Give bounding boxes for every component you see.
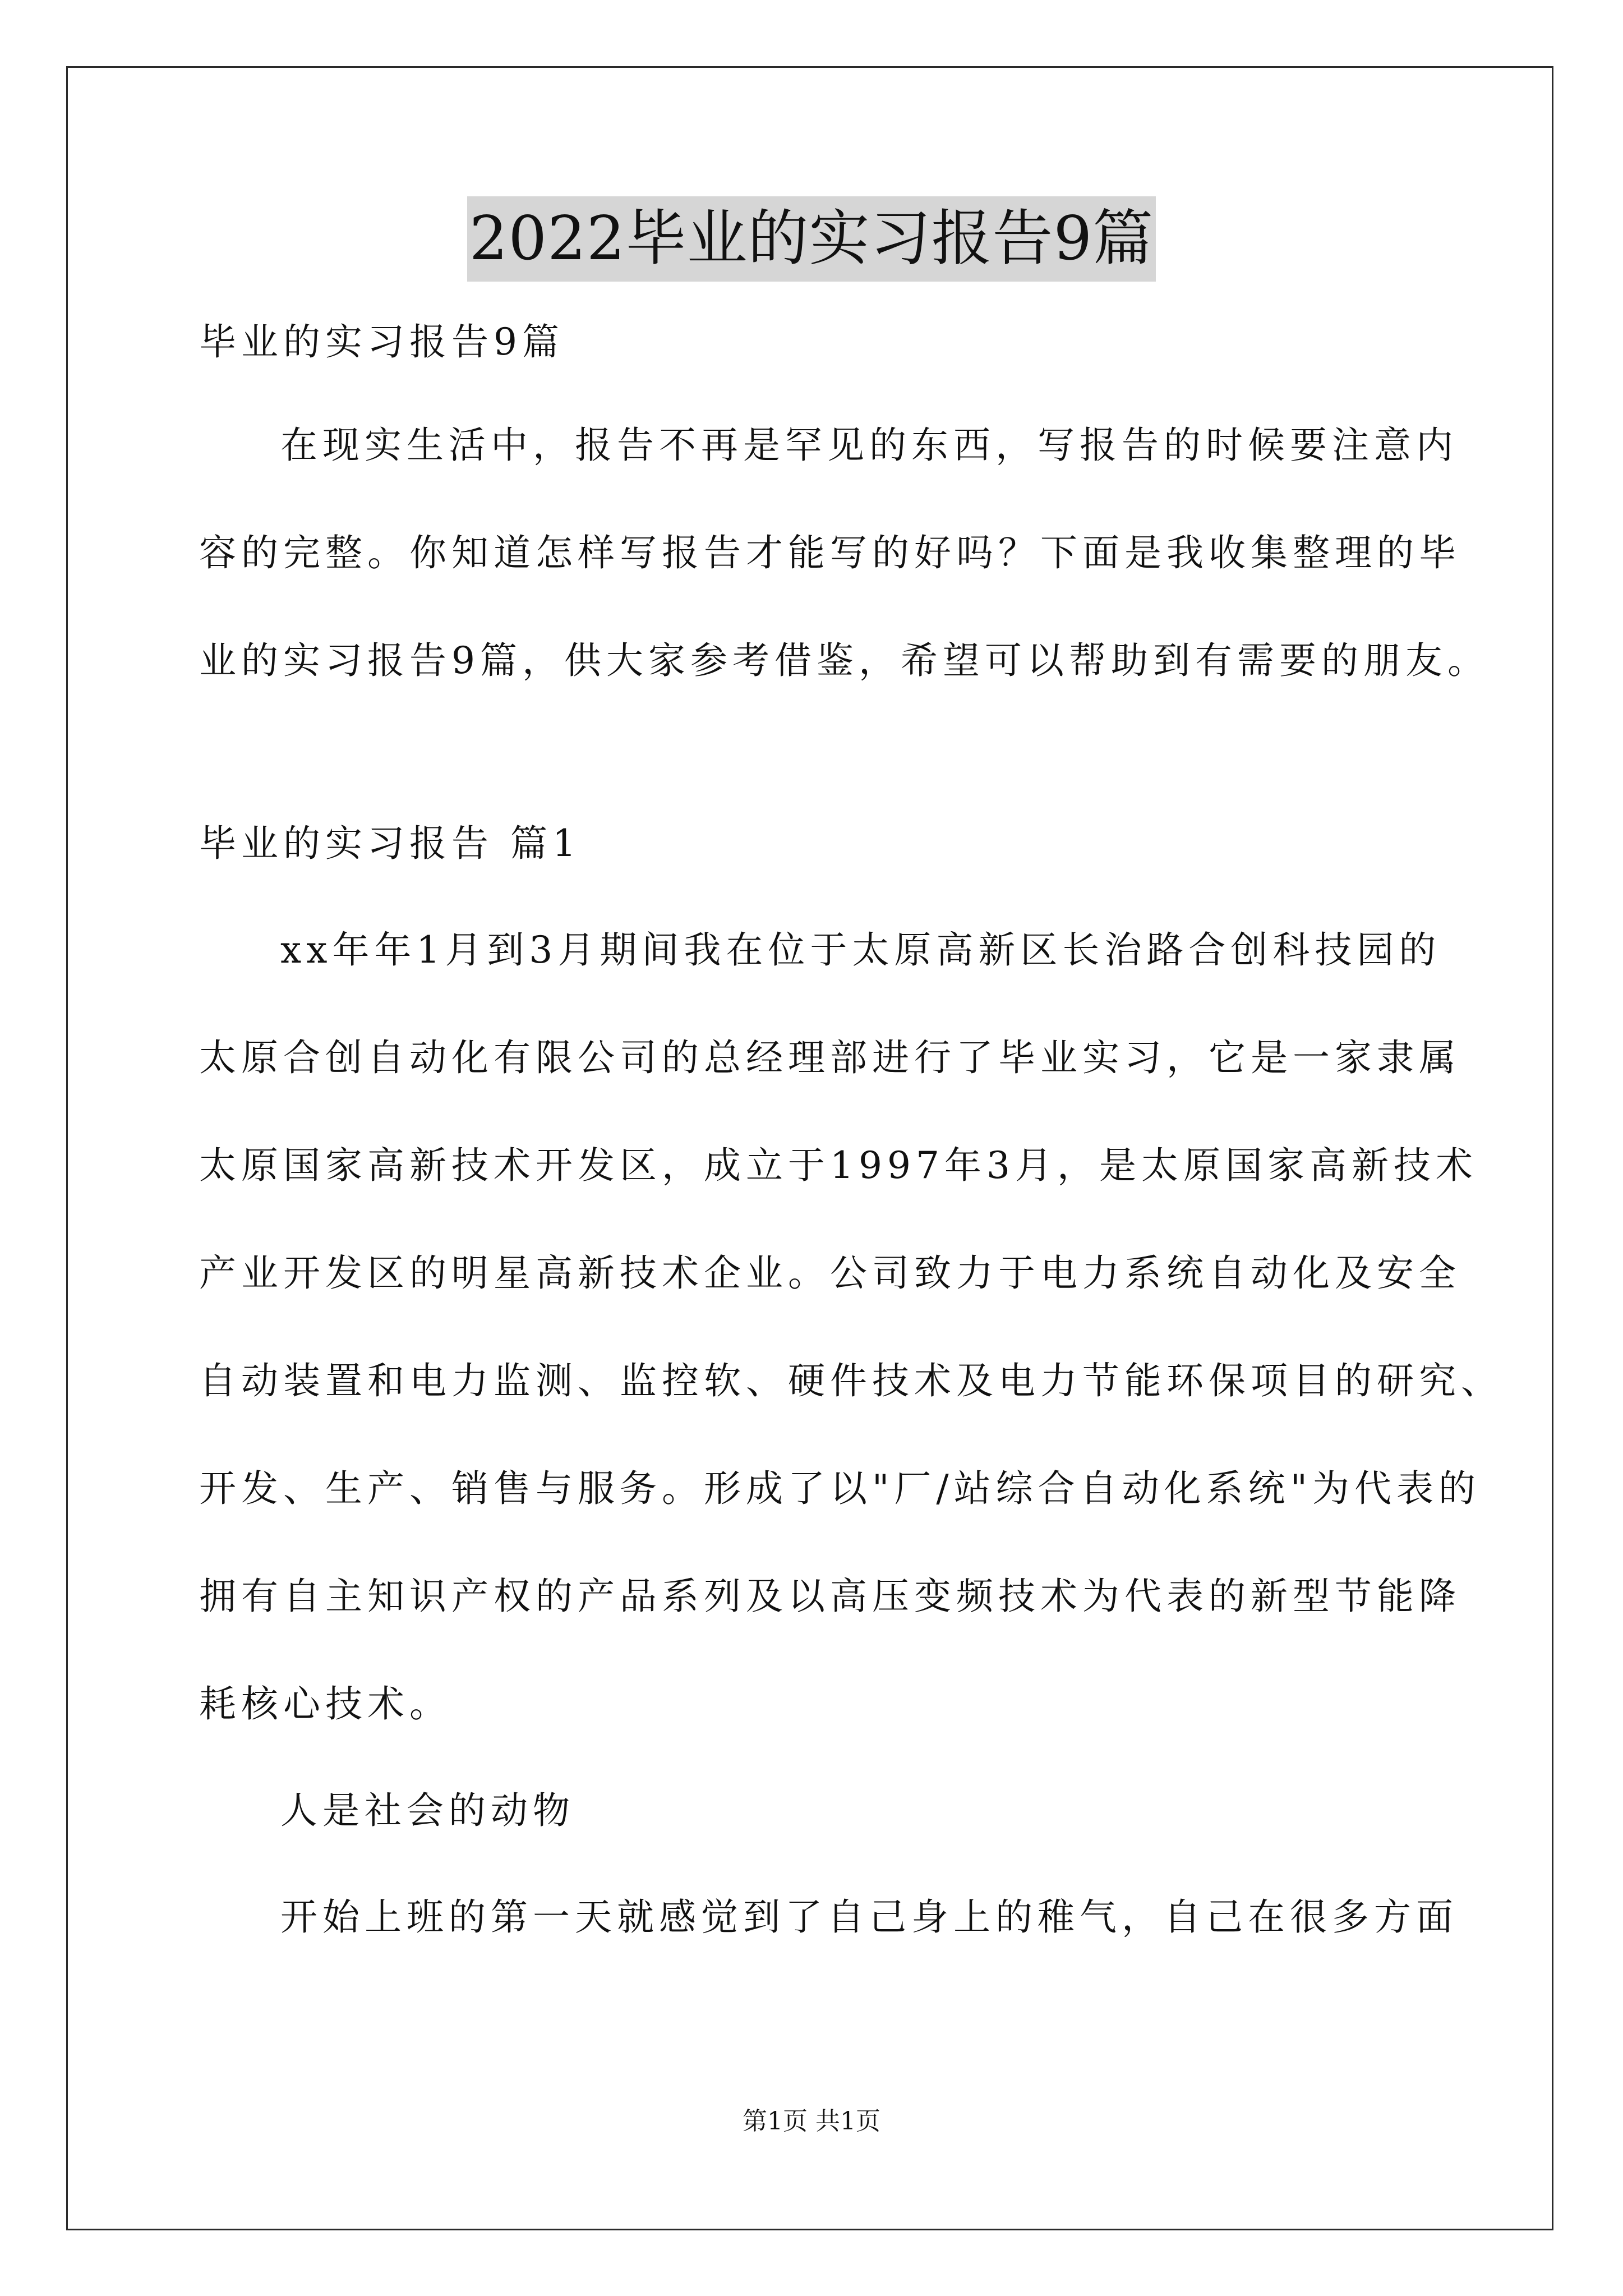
body-line: xx年年1月到3月期间我在位于太原高新区长治路合创科技园的 [280,928,1441,972]
body-line: 开始上班的第一天就感觉到了自己身上的稚气，自己在很多方面 [280,1895,1458,1939]
document-title: 2022毕业的实习报告9篇 [467,196,1156,282]
intro-line: 业的实习报告9篇，供大家参考借鉴，希望可以帮助到有需要的朋友。 [199,639,1490,682]
body-line: 太原合创自动化有限公司的总经理部进行了毕业实习，它是一家隶属 [199,1036,1461,1079]
document-body [199,314,1503,1945]
body-line: 耗核心技术。 [199,1682,451,1726]
intro-line: 在现实生活中，报告不再是罕见的东西，写报告的时候要注意内 [280,424,1458,467]
document-subtitle: 毕业的实习报告9篇 [199,320,564,364]
body-line: 开发、生产、销售与服务。形成了以"厂/站综合自动化系统"为代表的 [199,1467,1481,1510]
title-container [0,196,1623,282]
subheading: 人是社会的动物 [280,1789,575,1832]
body-line: 拥有自主知识产权的产品系列及以高压变频技术为代表的新型节能降 [199,1575,1461,1618]
body-line: 太原国家高新技术开发区，成立于1997年3月，是太原国家高新技术 [199,1144,1478,1187]
intro-line: 容的完整。你知道怎样写报告才能写的好吗？下面是我收集整理的毕 [199,531,1461,574]
page-footer: 第1页 共1页 [743,2107,880,2136]
body-line: 产业开发区的明星高新技术企业。公司致力于电力系统自动化及安全 [199,1251,1461,1295]
body-line: 自动装置和电力监测、监控软、硬件技术及电力节能环保项目的研究、 [199,1359,1503,1402]
section-heading: 毕业的实习报告 篇1 [199,822,581,865]
